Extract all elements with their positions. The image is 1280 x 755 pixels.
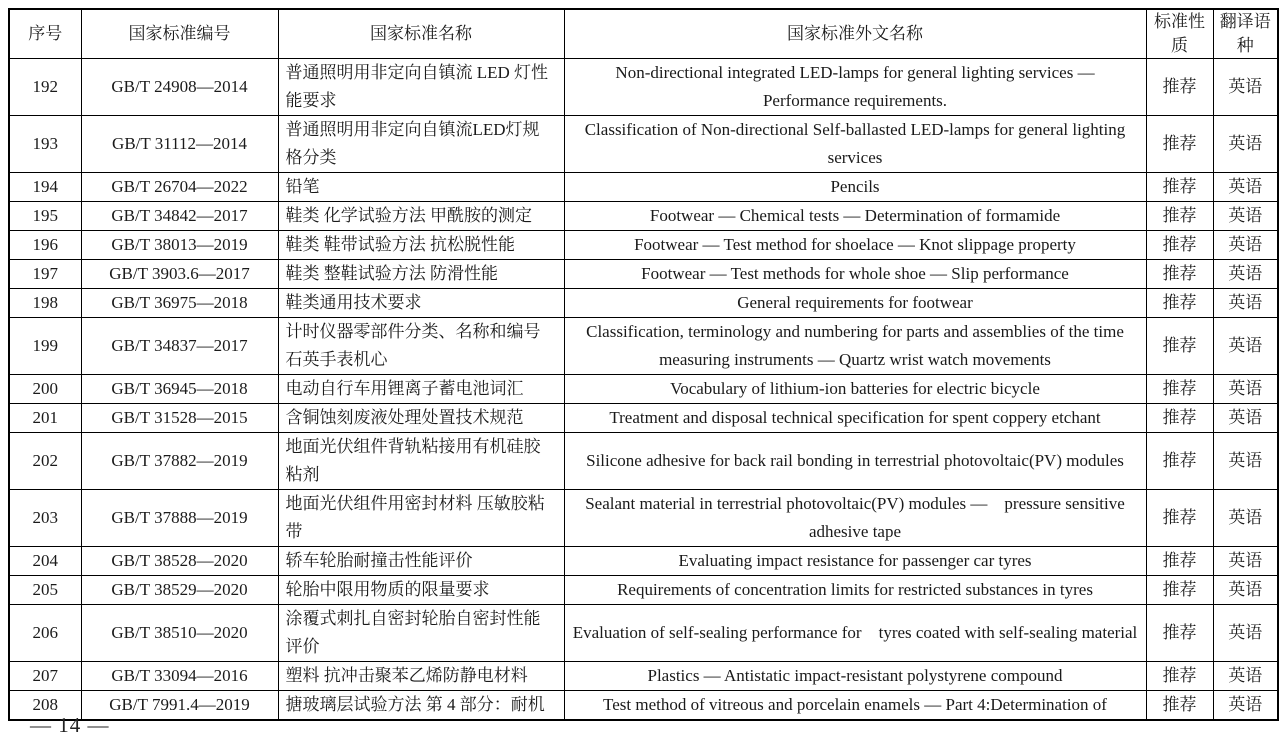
standard-nature-cell: 推荐 — [1146, 605, 1213, 662]
table-row — [9, 375, 1278, 404]
translation-language-cell: 英语 — [1213, 576, 1278, 605]
translation-language-cell: 英语 — [1213, 202, 1278, 231]
standard-code-cell: GB/T 38510—2020 — [81, 605, 278, 662]
translation-language-cell: 英语 — [1213, 318, 1278, 375]
table-row — [9, 231, 1278, 260]
translation-language-cell: 英语 — [1213, 433, 1278, 490]
standard-name-cell: 地面光伏组件背轨粘接用有机硅胶粘剂 — [278, 433, 564, 490]
table-row — [9, 490, 1278, 547]
standard-nature-cell: 推荐 — [1146, 231, 1213, 260]
row-serial-cell: 203 — [9, 490, 81, 547]
table-row — [9, 404, 1278, 433]
table-row — [9, 59, 1278, 116]
standard-name-cell: 搪玻璃层试验方法 第 4 部分：耐机 — [278, 691, 564, 721]
standard-code-cell: GB/T 38013—2019 — [81, 231, 278, 260]
translation-language-cell: 英语 — [1213, 490, 1278, 547]
standard-english-name-cell: Classification, terminology and numbering for parts and assemblies of the time measuring instruments — Quartz wrist watch movements — [564, 318, 1146, 375]
row-serial-cell: 198 — [9, 289, 81, 318]
table-row — [9, 116, 1278, 173]
standard-english-name-cell: Silicone adhesive for back rail bonding in terrestrial photovoltaic(PV) modules — [564, 433, 1146, 490]
standard-english-name-cell: Treatment and disposal technical specification for spent coppery etchant — [564, 404, 1146, 433]
column-header-serial: 序号 — [9, 9, 81, 59]
standard-name-cell: 普通照明用非定向自镇流 LED 灯性能要求 — [278, 59, 564, 116]
table-header-row — [9, 9, 1278, 59]
row-serial-cell: 207 — [9, 662, 81, 691]
standard-nature-cell: 推荐 — [1146, 662, 1213, 691]
translation-language-cell: 英语 — [1213, 260, 1278, 289]
standard-name-cell: 鞋类通用技术要求 — [278, 289, 564, 318]
row-serial-cell: 206 — [9, 605, 81, 662]
standard-code-cell: GB/T 31112—2014 — [81, 116, 278, 173]
standard-name-cell: 轿车轮胎耐撞击性能评价 — [278, 547, 564, 576]
table-row — [9, 605, 1278, 662]
standard-code-cell: GB/T 7991.4—2019 — [81, 691, 278, 721]
row-serial-cell: 193 — [9, 116, 81, 173]
standard-name-cell: 计时仪器零部件分类、名称和编号 石英手表机心 — [278, 318, 564, 375]
translation-language-cell: 英语 — [1213, 59, 1278, 116]
standard-english-name-cell: Footwear — Chemical tests — Determination of formamide — [564, 202, 1146, 231]
standard-english-name-cell: Pencils — [564, 173, 1146, 202]
standard-code-cell: GB/T 3903.6—2017 — [81, 260, 278, 289]
row-serial-cell: 201 — [9, 404, 81, 433]
standard-code-cell: GB/T 38529—2020 — [81, 576, 278, 605]
standard-nature-cell: 推荐 — [1146, 375, 1213, 404]
standard-code-cell: GB/T 38528—2020 — [81, 547, 278, 576]
translation-language-cell: 英语 — [1213, 662, 1278, 691]
row-serial-cell: 196 — [9, 231, 81, 260]
row-serial-cell: 197 — [9, 260, 81, 289]
row-serial-cell: 194 — [9, 173, 81, 202]
translation-language-cell: 英语 — [1213, 375, 1278, 404]
standard-nature-cell: 推荐 — [1146, 289, 1213, 318]
translation-language-cell: 英语 — [1213, 116, 1278, 173]
standard-english-name-cell: Non-directional integrated LED-lamps for general lighting services — Performance requirements. — [564, 59, 1146, 116]
column-header-standard-name: 国家标准名称 — [278, 9, 564, 59]
table-row — [9, 260, 1278, 289]
standard-code-cell: GB/T 24908—2014 — [81, 59, 278, 116]
standard-code-cell: GB/T 36945—2018 — [81, 375, 278, 404]
table-row — [9, 547, 1278, 576]
row-serial-cell: 195 — [9, 202, 81, 231]
translation-language-cell: 英语 — [1213, 547, 1278, 576]
standard-nature-cell: 推荐 — [1146, 691, 1213, 721]
table-row — [9, 318, 1278, 375]
standard-nature-cell: 推荐 — [1146, 202, 1213, 231]
translation-language-cell: 英语 — [1213, 173, 1278, 202]
table-row — [9, 173, 1278, 202]
standard-code-cell: GB/T 34837—2017 — [81, 318, 278, 375]
table-row — [9, 202, 1278, 231]
table-row — [9, 289, 1278, 318]
standard-name-cell: 塑料 抗冲击聚苯乙烯防静电材料 — [278, 662, 564, 691]
row-serial-cell: 192 — [9, 59, 81, 116]
standard-code-cell: GB/T 37882—2019 — [81, 433, 278, 490]
standard-code-cell: GB/T 37888—2019 — [81, 490, 278, 547]
standard-name-cell: 电动自行车用锂离子蓄电池词汇 — [278, 375, 564, 404]
column-header-language: 翻译语种 — [1213, 9, 1278, 59]
standard-name-cell: 轮胎中限用物质的限量要求 — [278, 576, 564, 605]
standard-english-name-cell: General requirements for footwear — [564, 289, 1146, 318]
table-row — [9, 433, 1278, 490]
standard-name-cell: 含铜蚀刻废液处理处置技术规范 — [278, 404, 564, 433]
standard-english-name-cell: Classification of Non-directional Self-ballasted LED-lamps for general lighting services — [564, 116, 1146, 173]
table-row — [9, 662, 1278, 691]
row-serial-cell: 204 — [9, 547, 81, 576]
standard-name-cell: 普通照明用非定向自镇流LED灯规格分类 — [278, 116, 564, 173]
standard-english-name-cell: Plastics — Antistatic impact-resistant polystyrene compound — [564, 662, 1146, 691]
translation-language-cell: 英语 — [1213, 289, 1278, 318]
standard-code-cell: GB/T 36975—2018 — [81, 289, 278, 318]
standard-code-cell: GB/T 31528—2015 — [81, 404, 278, 433]
standard-name-cell: 涂覆式刺扎自密封轮胎自密封性能评价 — [278, 605, 564, 662]
standards-table — [8, 8, 1279, 721]
row-serial-cell: 199 — [9, 318, 81, 375]
table-row — [9, 691, 1278, 721]
standard-nature-cell: 推荐 — [1146, 318, 1213, 375]
column-header-foreign-name: 国家标准外文名称 — [564, 9, 1146, 59]
standard-english-name-cell: Footwear — Test methods for whole shoe — Slip performance — [564, 260, 1146, 289]
table-row — [9, 576, 1278, 605]
standard-nature-cell: 推荐 — [1146, 59, 1213, 116]
standard-nature-cell: 推荐 — [1146, 173, 1213, 202]
standard-nature-cell: 推荐 — [1146, 116, 1213, 173]
translation-language-cell: 英语 — [1213, 231, 1278, 260]
standard-code-cell: GB/T 33094—2016 — [81, 662, 278, 691]
column-header-nature: 标准性质 — [1146, 9, 1213, 59]
row-serial-cell: 202 — [9, 433, 81, 490]
row-serial-cell: 200 — [9, 375, 81, 404]
standard-name-cell: 铅笔 — [278, 173, 564, 202]
row-serial-cell: 208 — [9, 691, 81, 721]
standard-english-name-cell: Evaluating impact resistance for passenger car tyres — [564, 547, 1146, 576]
standard-english-name-cell: Footwear — Test method for shoelace — Knot slippage property — [564, 231, 1146, 260]
standard-nature-cell: 推荐 — [1146, 547, 1213, 576]
standard-english-name-cell: Sealant material in terrestrial photovoltaic(PV) modules — pressure sensitive adhesive tape — [564, 490, 1146, 547]
standard-nature-cell: 推荐 — [1146, 260, 1213, 289]
standard-english-name-cell: Test method of vitreous and porcelain enamels — Part 4:Determination of — [564, 691, 1146, 721]
row-serial-cell: 205 — [9, 576, 81, 605]
standard-english-name-cell: Requirements of concentration limits for restricted substances in tyres — [564, 576, 1146, 605]
translation-language-cell: 英语 — [1213, 404, 1278, 433]
standard-nature-cell: 推荐 — [1146, 433, 1213, 490]
translation-language-cell: 英语 — [1213, 605, 1278, 662]
standard-name-cell: 鞋类 化学试验方法 甲酰胺的测定 — [278, 202, 564, 231]
translation-language-cell: 英语 — [1213, 691, 1278, 721]
column-header-standard-code: 国家标准编号 — [81, 9, 278, 59]
standard-english-name-cell: Evaluation of self-sealing performance for tyres coated with self-sealing material — [564, 605, 1146, 662]
standard-nature-cell: 推荐 — [1146, 576, 1213, 605]
standard-nature-cell: 推荐 — [1146, 490, 1213, 547]
standard-english-name-cell: Vocabulary of lithium-ion batteries for electric bicycle — [564, 375, 1146, 404]
standard-code-cell: GB/T 34842—2017 — [81, 202, 278, 231]
page-number: — 14 — — [30, 713, 110, 737]
standard-nature-cell: 推荐 — [1146, 404, 1213, 433]
standard-code-cell: GB/T 26704—2022 — [81, 173, 278, 202]
standard-name-cell: 地面光伏组件用密封材料 压敏胶粘带 — [278, 490, 564, 547]
standard-name-cell: 鞋类 整鞋试验方法 防滑性能 — [278, 260, 564, 289]
standard-name-cell: 鞋类 鞋带试验方法 抗松脱性能 — [278, 231, 564, 260]
